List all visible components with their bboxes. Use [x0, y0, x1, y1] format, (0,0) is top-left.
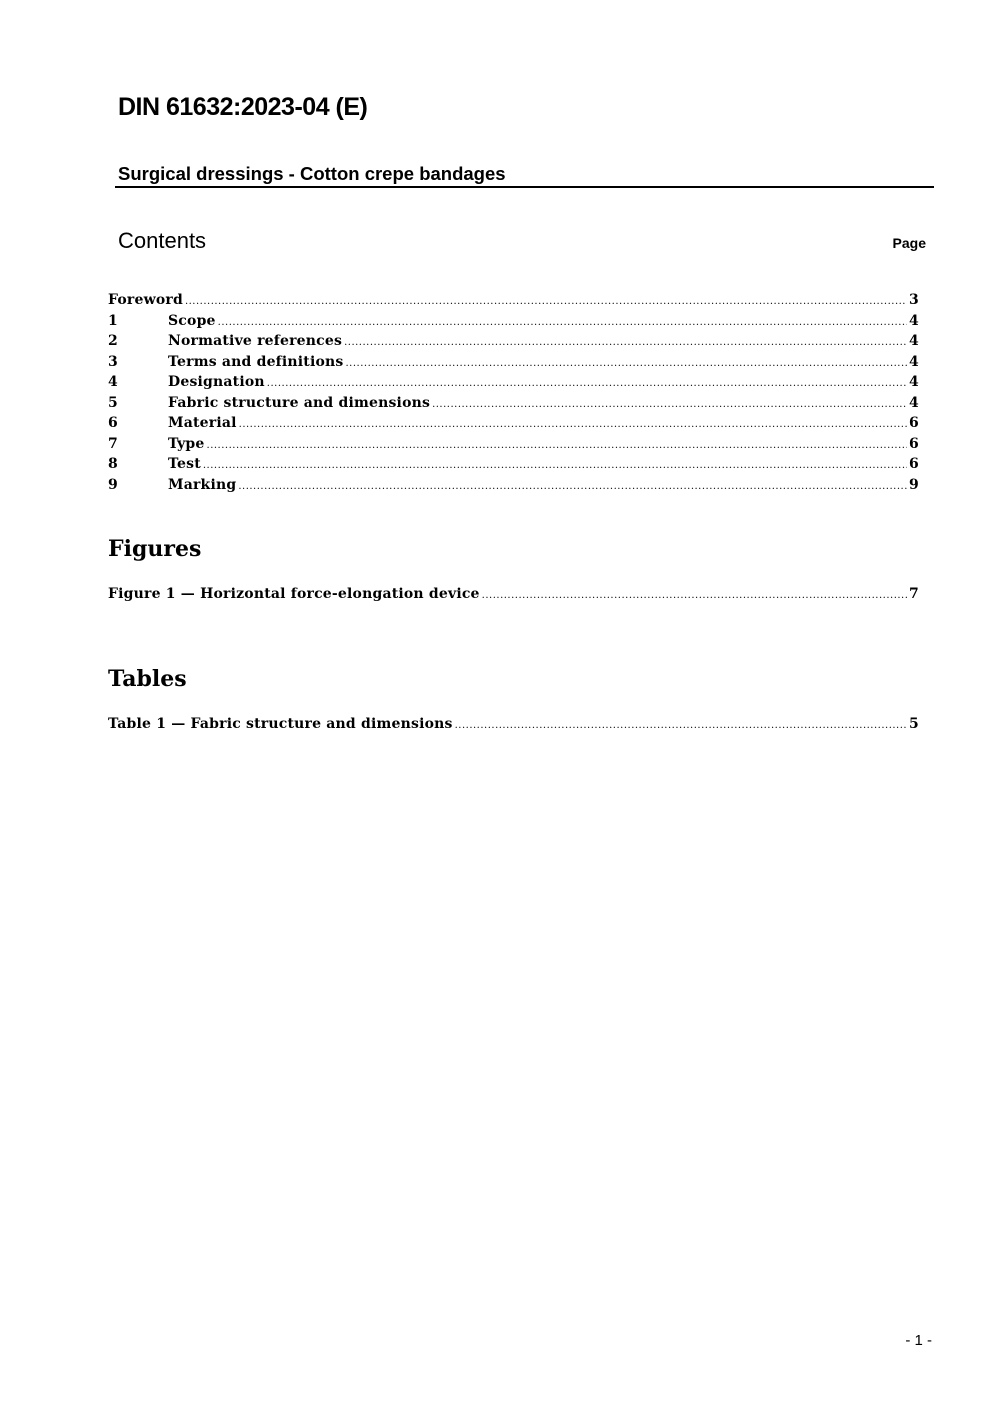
table-entry-page: 5	[909, 716, 919, 732]
toc-entry-page: 6	[909, 415, 919, 431]
toc-entry-number: 4	[108, 374, 118, 390]
toc-entry[interactable]	[108, 333, 919, 354]
page-column-label: Page	[892, 235, 926, 251]
toc-entry-number: 1	[108, 312, 118, 329]
toc-entry-label: Type	[168, 435, 205, 452]
figures-heading: Figures	[108, 536, 202, 562]
toc-entry-number: 8	[108, 456, 118, 472]
contents-list	[108, 292, 919, 497]
toc-entry-number: 5	[108, 394, 118, 411]
toc-entry-page: 4	[909, 374, 919, 390]
toc-entry-label: Designation	[168, 374, 265, 390]
toc-entry-label: Fabric structure and dimensions	[168, 394, 431, 411]
toc-entry-label: Material	[168, 415, 237, 431]
toc-entry[interactable]	[108, 456, 919, 477]
toc-leader-dots	[482, 590, 907, 601]
toc-entry-label: Foreword	[108, 292, 183, 308]
document-title: Surgical dressings - Cotton crepe bandages	[118, 163, 506, 184]
figure-entry-label: Figure 1 — Horizontal force-elongation device	[108, 586, 480, 602]
toc-leader-dots	[267, 378, 907, 389]
toc-entry-label: Scope	[168, 312, 216, 329]
title-divider	[115, 186, 934, 188]
toc-entry-page: 6	[909, 456, 919, 472]
toc-leader-dots	[346, 358, 908, 369]
toc-leader-dots	[344, 337, 907, 348]
contents-heading: Contents	[118, 228, 207, 253]
toc-entry-label: Terms and definitions	[168, 353, 344, 370]
toc-entry-page: 6	[909, 435, 919, 452]
toc-entry-page: 3	[909, 292, 919, 308]
toc-entry[interactable]	[108, 477, 919, 498]
toc-entry-label: Marking	[168, 476, 237, 493]
toc-entry[interactable]	[108, 374, 919, 395]
toc-entry[interactable]	[108, 415, 919, 436]
toc-leader-dots	[455, 720, 907, 731]
table-entry[interactable]	[108, 716, 919, 737]
toc-entry-number: 7	[108, 435, 118, 452]
table-entry-label: Table 1 — Fabric structure and dimensions	[108, 716, 453, 732]
figure-entry[interactable]	[108, 586, 919, 607]
toc-leader-dots	[238, 481, 907, 492]
toc-entry[interactable]	[108, 313, 919, 334]
toc-entry-number: 6	[108, 415, 118, 431]
toc-entry-label: Test	[168, 456, 201, 472]
toc-entry-page: 4	[909, 333, 919, 349]
toc-leader-dots	[185, 296, 907, 307]
toc-entry-number: 3	[108, 353, 118, 370]
tables-heading: Tables	[108, 666, 187, 692]
toc-entry[interactable]	[108, 436, 919, 457]
toc-entry-page: 4	[909, 312, 919, 329]
page-number: - 1 -	[905, 1332, 932, 1349]
tables-list	[108, 716, 919, 737]
figure-entry-page: 7	[909, 586, 919, 602]
toc-entry-page: 4	[909, 394, 919, 411]
toc-entry-label: Normative references	[168, 333, 343, 349]
toc-entry-foreword[interactable]	[108, 292, 919, 313]
toc-entry-number: 9	[108, 476, 118, 493]
toc-leader-dots	[203, 460, 907, 471]
toc-entry-page: 4	[909, 353, 919, 370]
toc-leader-dots	[218, 317, 907, 328]
toc-leader-dots	[239, 419, 907, 430]
toc-entry[interactable]	[108, 395, 919, 416]
toc-leader-dots	[432, 399, 907, 410]
toc-leader-dots	[207, 440, 908, 451]
toc-entry-page: 9	[909, 476, 919, 493]
toc-entry[interactable]	[108, 354, 919, 375]
document-id: DIN 61632:2023-04 (E)	[118, 93, 368, 121]
toc-entry-number: 2	[108, 333, 118, 349]
figures-list	[108, 586, 919, 607]
